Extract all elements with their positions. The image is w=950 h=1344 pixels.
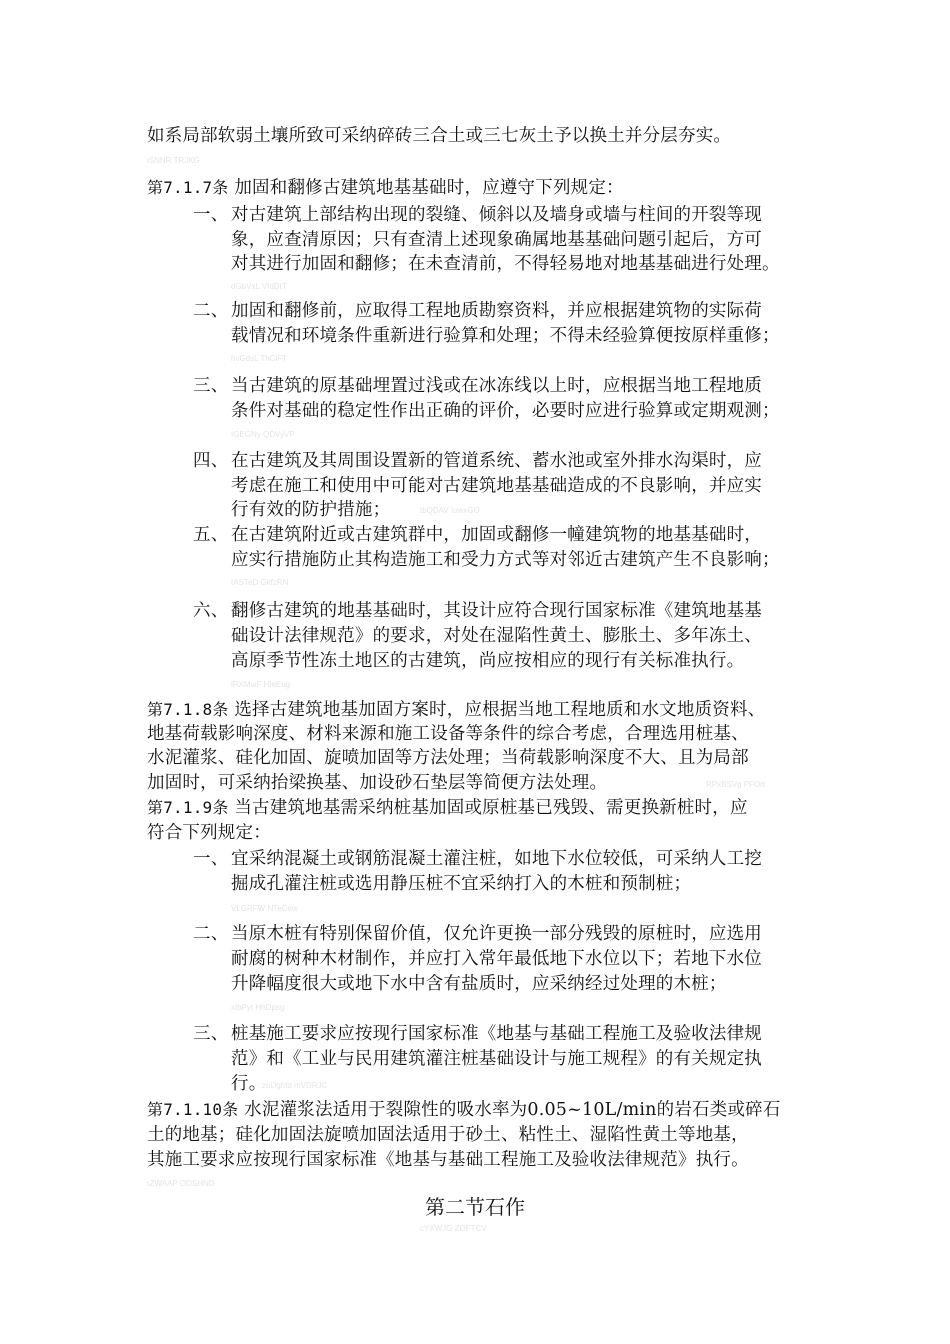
item-line: 掘成孔灌注桩或选用静压桩不宜采纳打入的木桩和预制桩； — [231, 874, 692, 894]
faint-mark: rZWAAP ODSHND — [147, 1179, 215, 1188]
item-line: 行有效的防护措施； — [231, 500, 391, 520]
item-line: 翻修古建筑的地基基础时，其设计应符合现行国家标准《建筑地基基 — [231, 601, 762, 621]
faint-mark: tASTeD GkfzRN — [231, 578, 289, 587]
article-7-1-9-line — [147, 796, 748, 820]
faint-mark: tbQDAV IuwxGO — [420, 506, 480, 515]
item-line: 宜采纳混凝土或钢筋混凝土灌注桩，如地下水位较低，可采纳人工挖 — [231, 849, 762, 869]
item-line: 载情况和环境条件重新进行验算和处理；不得未经验算便按原样重修； — [231, 326, 780, 346]
item-line: 对其进行加固和翻修；在未查清前，不得轻易地对地基基础进行处理。 — [231, 254, 780, 274]
article-line: 其施工要求应按现行国家标准《地基与基础工程施工及验收法律规范》执行。 — [147, 1150, 749, 1170]
article-line: 水泥灌浆、硅化加固、旋喷加固等方法处理；当荷载影响深度不大、且为局部 — [147, 748, 749, 768]
item-line: 耐腐的树种木材制作，并应打入常年最低地下水位以下；若地下水位 — [231, 949, 762, 969]
item-number: 一、 — [193, 205, 229, 225]
faint-mark: VLGRFW NTeCew — [231, 904, 298, 913]
article-7-1-10-line — [147, 1098, 781, 1122]
faint-mark: dGbVxL VIdDtT — [231, 282, 287, 291]
faint-mark: r5NNR TRJKG — [147, 156, 200, 165]
article-text: 加固和翻修古建筑地基基础时，应遵守下列规定： — [234, 178, 624, 198]
article-label: 第7.1.8条 — [147, 700, 229, 719]
item-line: 加固和翻修前，应取得工程地质勘察资料，并应根据建筑物的实际荷 — [231, 301, 762, 321]
item-number: 五、 — [193, 525, 229, 545]
intro-line: 如系局部软弱土壤所致可采纳碎砖三合土或三七灰土予以换土并分层夯实。 — [147, 126, 732, 146]
article-text: 选择古建筑地基加固方案时，应根据当地工程地质和水文地质资料、 — [234, 700, 766, 720]
item-number: 一、 — [193, 849, 229, 869]
item-line: 升降幅度很大或地下水中含有盐质时，应采纳经过处理的木桩； — [231, 974, 727, 994]
item-line: 象，应查清原因；只有查清上述现象确属地基基础问题引起后，方可 — [231, 230, 762, 250]
article-line: 地基荷载影响深度、材料来源和施工设备等条件的综合考虑，合理选用桩基、 — [147, 724, 749, 744]
faint-mark: hvGdsL ThCiFT — [231, 354, 288, 363]
item-line: 条件对基础的稳定性作出正确的评价，必要时应进行验算或定期观测； — [231, 401, 780, 421]
item-line: 当古建筑的原基础埋置过浅或在冰冻线以上时，应根据当地工程地质 — [231, 376, 762, 396]
article-label: 第7.1.10条 — [147, 1100, 239, 1119]
article-label: 第7.1.9条 — [147, 798, 229, 817]
faint-mark: cYXWJG ZOFTCV — [420, 1224, 487, 1233]
item-line: 行。 — [231, 1074, 267, 1094]
section-heading: 第二节石作 — [425, 1195, 525, 1219]
item-line: 在古建筑附近或古建筑群中，加固或翻修一幢建筑物的地基基础时， — [231, 525, 762, 545]
item-line: 础设计法律规范》的要求，对处在湿陷性黄土、膨胀土、多年冻土、 — [231, 626, 762, 646]
article-label: 第7.1.7条 — [147, 178, 229, 197]
faint-mark: lRXMwF HIeEug — [231, 680, 291, 689]
item-number: 四、 — [193, 451, 229, 471]
item-line: 当原木桩有特别保留价值，仅允许更换一部分残毁的原桩时，应选用 — [231, 924, 762, 944]
item-line: 桩基施工要求应按现行国家标准《地基与基础工程施工及验收法律规 — [231, 1024, 762, 1044]
faint-mark: IGEGNy QDVyVP — [231, 430, 295, 439]
article-line: 土的地基；硅化加固法旋喷加固法适用于砂土、粘性土、湿陷性黄土等地基， — [147, 1125, 749, 1145]
item-line: 高原季节性冻土地区的古建筑，尚应按相应的现行有关标准执行。 — [231, 651, 745, 671]
item-number: 六、 — [193, 601, 229, 621]
item-line: 对古建筑上部结构出现的裂缝、倾斜以及墙身或墙与柱间的开裂等现 — [231, 205, 762, 225]
faint-mark: xIbPyt HhDpsg — [231, 1003, 285, 1012]
item-line: 考虑在施工和使用中可能对古建筑地基基础造成的不良影响，并应实 — [231, 476, 762, 496]
item-line: 在古建筑及其周围设置新的管道系统、蓄水池或室外排水沟渠时，应 — [231, 451, 762, 471]
article-line: 加固时，可采纳抬梁换基、加设砂石垫层等简便方法处理。 — [147, 773, 608, 793]
item-line: 范》和《工业与民用建筑灌注桩基础设计与施工规程》的有关规定执 — [231, 1049, 762, 1069]
article-7-1-7-heading — [147, 176, 624, 200]
item-number: 三、 — [193, 1024, 229, 1044]
article-text: 水泥灌浆法适用于裂隙性的吸水率为0.05~10L/min的岩石类或碎石 — [244, 1100, 781, 1120]
item-number: 二、 — [193, 301, 229, 321]
article-7-1-8-line — [147, 698, 765, 722]
item-number: 二、 — [193, 924, 229, 944]
item-line: 应实行措施防止其构造施工和受力方式等对邻近古建筑产生不良影响； — [231, 550, 780, 570]
item-number: 三、 — [193, 376, 229, 396]
article-line: 符合下列规定： — [147, 823, 271, 843]
article-text: 当古建筑地基需采纳桩基加固或原桩基已残毁、需更换新桩时，应 — [234, 798, 748, 818]
faint-mark: zuDghfd mVDRJC — [262, 1081, 328, 1090]
faint-mark: RPxBSVg PFOrt — [706, 780, 766, 789]
